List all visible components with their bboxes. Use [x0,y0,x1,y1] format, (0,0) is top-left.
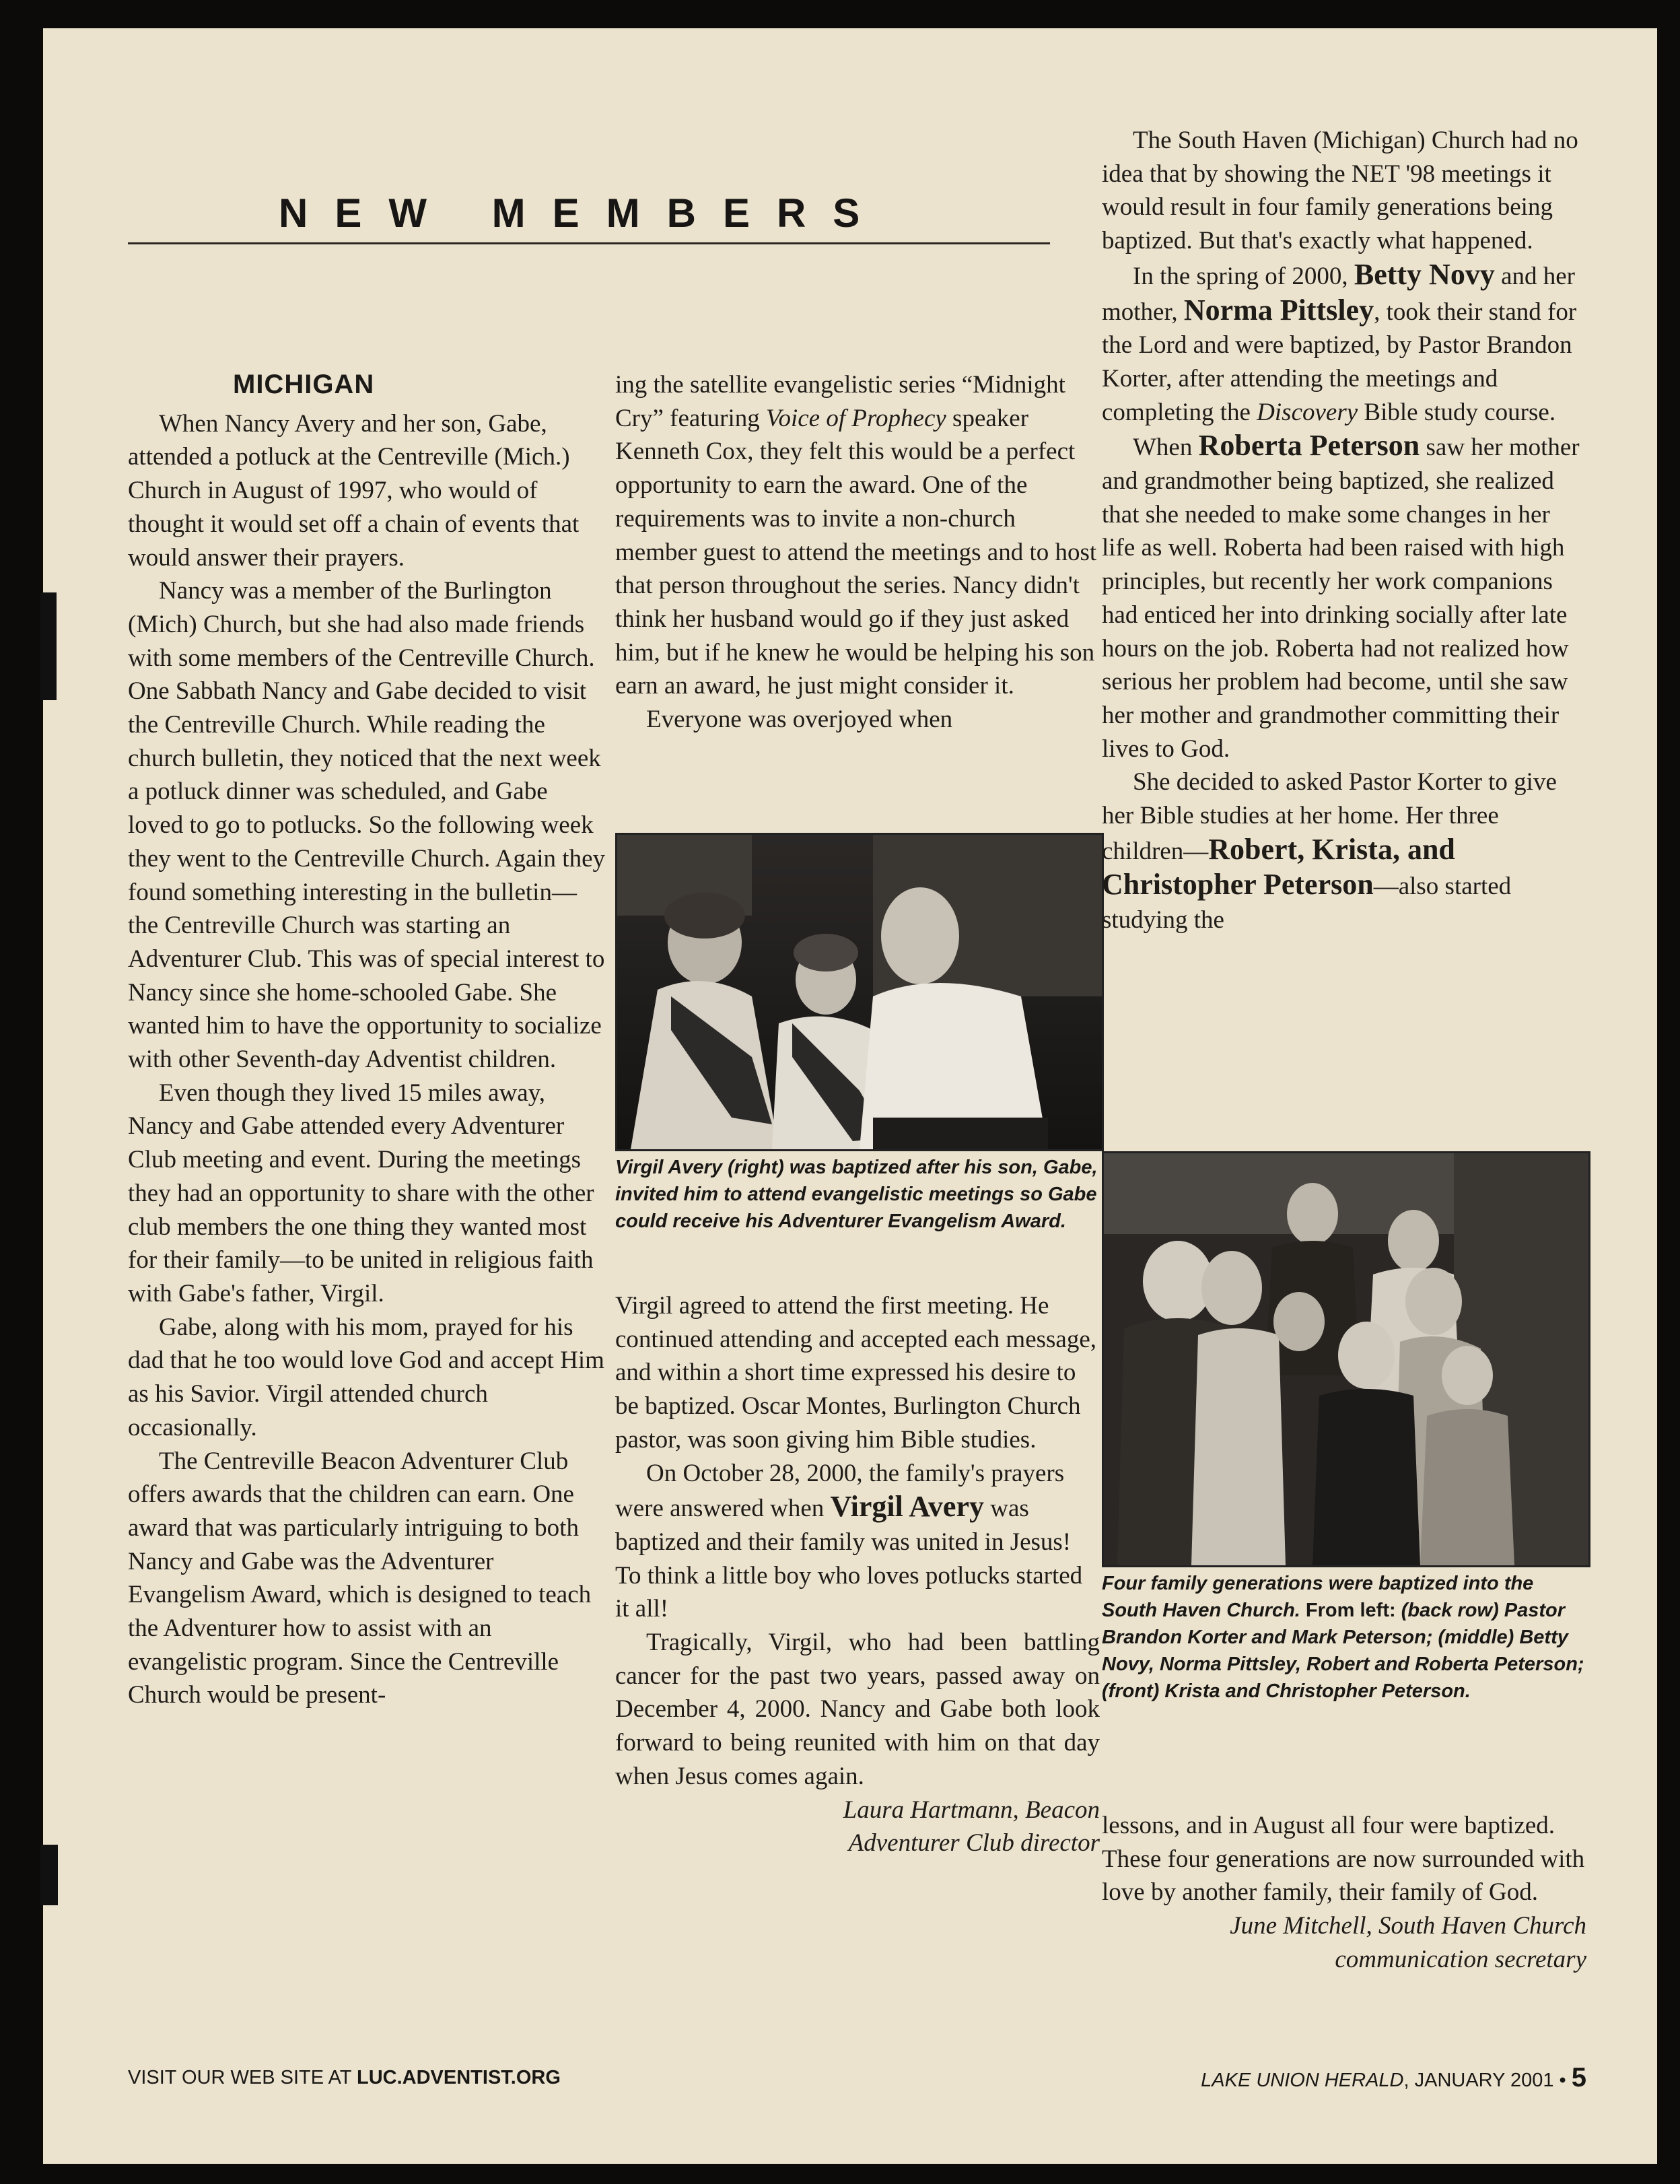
paragraph: Virgil agreed to attend the first meeting. He continued attending and accepted each message, and within a short time expressed his desire to be baptized. Oscar Montes, Burlington Church pastor, was soon giving him Bible studies. [615,1292,1097,1454]
title-rule [128,242,1050,244]
paragraph: When Roberta Peterson saw her mother and grandmother being baptized, she realized that she needed to make some changes in her life as well. Roberta had been raised with high principles, but recently her work companions had enticed her into drinking socially after late hours on the job. Roberta had not realized how serious her problem had become, until she saw her mother and grandmother committing their lives to God. [1102,429,1580,763]
column-2 [615,368,1100,737]
author-signature-line-1: Laura Hartmann, Beacon [843,1796,1100,1824]
photo-avery-caption: Virgil Avery (right) was baptized after his son, Gabe, invited him to attend evangelistic meetings so Gabe could receive his Adventurer Evangelism Award. [615,1157,1098,1232]
paragraph: Everyone was overjoyed when [646,706,953,734]
page-number: 5 [1571,2063,1586,2092]
column-1 [128,368,607,1712]
author-signature-line-1: June Mitchell, South Haven Church [1230,1912,1586,1940]
author-signature-line-2: Adventurer Club director [848,1829,1100,1857]
paragraph: She decided to asked Pastor Korter to give her Bible studies at her home. Her three children—Robert, Krista, and Christopher Peterson—also started studying the [1102,768,1557,934]
region-heading: MICHIGAN [233,370,375,399]
paragraph: When Nancy Avery and her son, Gabe, attended a potluck at the Centreville (Mich.) Church in August of 1997, who would of thought it would set off a chain of events that would answer their prayers. [128,409,580,572]
paragraph: The Centreville Beacon Adventurer Club offers awards that the children can earn. One award that was particularly intriguing to both Nancy and Gabe was the Adventurer Evangelism Award, which is designed to teach the Adventurer how to assist with an evangelistic program. Since the Centreville Church would be present- [128,1447,592,1709]
section-title: NEW MEMBERS [279,191,887,236]
photo-peterson-family-image [1104,1153,1588,1565]
member-names: Robert, Krista, and Christopher Peterson [1102,832,1455,901]
course-name: Discovery [1257,398,1358,426]
footer-issue: LAKE UNION HERALD, JANUARY 2001 • 5 [1201,2063,1586,2092]
column-3 [1102,124,1586,937]
member-name: Roberta Peterson [1198,429,1420,463]
paragraph: On October 28, 2000, the family's prayers were answered when Virgil Avery was baptized and their family was united in Jesus! To think a little boy who loves potlucks started it all! [615,1459,1083,1623]
paragraph: Nancy was a member of the Burlington (Mich) Church, but she had also made friends with some members of the Centreville Church. One Sabbath Nancy and Gabe decided to visit the Centreville Church. While reading the church bulletin, they noticed that the next week a potluck dinner was scheduled, and Gabe loved to go to potlucks. So the following week they went to the Centreville Church. Again they found something interesting in the bulletin—the Centreville Church was starting an Adventurer Club. This was of special interest to Nancy since she home-schooled Gabe. She wanted him to have the opportunity to socialize with other Seventh-day Adventist children. [128,577,605,1074]
member-name: Betty Novy [1354,257,1495,291]
binding-mark [40,1845,58,1905]
column-2-continued [615,1289,1100,1860]
binding-mark [40,592,57,700]
member-name: Norma Pittsley [1183,293,1374,327]
paragraph: In the spring of 2000, Betty Novy and her mother, Norma Pittsley, took their stand for the Lord and were baptized, by Pastor Brandon Korter, after attending the meetings and completing the Discovery Bible study course. [1102,257,1577,426]
publication-name: Voice of Prophecy [765,404,946,432]
magazine-page [43,28,1657,2164]
paragraph: Gabe, along with his mom, prayed for his dad that he too would love God and accept Him as his Savior. Virgil attended church occasionally. [128,1313,604,1441]
paragraph: Tragically, Virgil, who had been battling cancer for the past two years, passed away on December 4, 2000. Nancy and Gabe both look forward to being reunited with him on that day when Jesus comes again. [615,1629,1100,1790]
website-url[interactable]: LUC.ADVENTIST.ORG [357,2067,561,2088]
author-signature-line-2: communication secretary [1335,1945,1586,1973]
paragraph: The South Haven (Michigan) Church had no idea that by showing the NET '98 meetings it would result in four family generations being baptized. But that's exactly what happened. [1102,127,1578,255]
photo-peterson-caption: Four family generations were baptized into the South Haven Church. From left: (back row) Pastor Brandon Korter and Mark Peterson; (middle) Betty Novy, Norma Pittsley, Robert and Roberta Peterson; (front) Krista and Christopher Peterson. [1102,1573,1584,1702]
column-3-continued [1102,1809,1586,1977]
footer-website: VISIT OUR WEB SITE AT LUC.ADVENTIST.ORG [128,2067,561,2088]
paragraph: Even though they lived 15 miles away, Nancy and Gabe attended every Adventurer Club meeting and event. During the meetings they had an opportunity to share with the other club members the one thing they wanted most for their family—to be united in religious faith with Gabe's father, Virgil. [128,1079,594,1307]
paragraph: ing the satellite evangelistic series “Midnight Cry” featuring Voice of Prophecy speaker Kenneth Cox, they felt this would be a perfect opportunity to earn the award. One of the requirements was to invite a non-church member guest to attend the meetings and to host that person throughout the series. Nancy didn't think her husband would go if they just asked him, but if he knew he would be helping his son earn an award, he just might consider it. [615,371,1097,700]
photo-avery-family-image [617,835,1102,1149]
baptized-name: Virgil Avery [830,1490,984,1524]
photo-avery-family [615,833,1104,1151]
photo-peterson-family [1102,1151,1590,1567]
paragraph: lessons, and in August all four were baptized. These four generations are now surrounded with love by another family, their family of God. [1102,1812,1585,1907]
